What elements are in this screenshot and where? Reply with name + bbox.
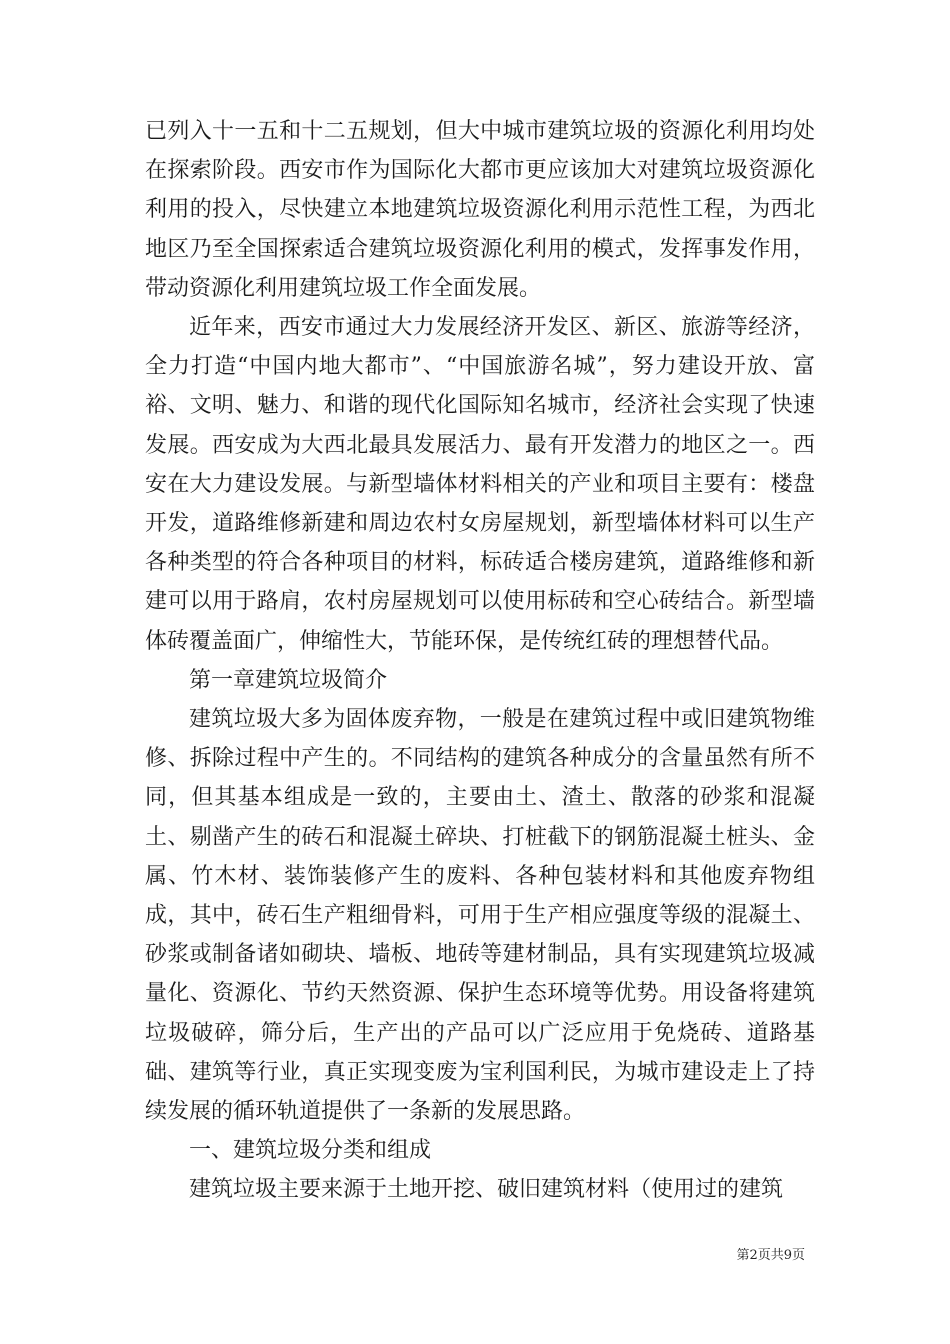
paragraph-2: 近年来，西安市通过大力发展经济开发区、新区、旅游等经济，全力打造“中国内地大都市”、“中国旅游名城”，努力建设开放、富裕、文明、魅力、和谐的现代化国际知名城市，经济社会实现了快速发展。西安成为大西北最具发展活力、最有开发潜力的地区之一。西安在大力建设发展。与新型墙体材料相关的产业和项目主要有：楼盘开发，道路维修新建和周边农村女房屋规划，新型墙体材料可以生产各种类型的符合各种项目的材料，标砖适合楼房建筑，道路维修和新建可以用于路肩，农村房屋规划可以使用标砖和空心砖结合。新型墙体砖覆盖面广，伸缩性大，节能环保，是传统红砖的理想替代品。 [145,315,815,654]
section-heading: 一、建筑垃圾分类和组成 [189,1138,432,1164]
paragraph-3: 建筑垃圾大多为固体废弃物，一般是在建筑过程中或旧建筑物维修、拆除过程中产生的。不同结构的建筑各种成分的含量虽然有所不同，但其基本组成是一致的，主要由土、渣土、散落的砂浆和混凝土、剔凿产生的砖石和混凝土碎块、打桩截下的钢筋混凝土桩头、金属、竹木材、装饰装修产生的废料、各种包装材料和其他废弃物组成，其中，砖石生产粗细骨料，可用于生产相应强度等级的混凝土、砂浆或制备诸如砌块、墙板、地砖等建材制品，具有实现建筑垃圾减量化、资源化、节约天然资源、保护生态环境等优势。用设备将建筑垃圾破碎，筛分后，生产出的产品可以广泛应用于免烧砖、道路基础、建筑等行业，真正实现变废为宝利国利民，为城市建设走上了持续发展的循环轨道提供了一条新的发展思路。 [145,707,815,1125]
document-body [145,112,815,1210]
chapter-heading: 第一章建筑垃圾简介 [189,667,388,693]
page-number-footer: 第2页共9页 [736,1248,805,1263]
paragraph-4: 建筑垃圾主要来源于土地开挖、破旧建筑材料（使用过的建筑 [189,1177,784,1203]
paragraph-1: 已列入十一五和十二五规划，但大中城市建筑垃圾的资源化利用均处在探索阶段。西安市作为国际化大都市更应该加大对建筑垃圾资源化利用的投入，尽快建立本地建筑垃圾资源化利用示范性工程，为西北地区乃至全国探索适合建筑垃圾资源化利用的模式，发挥事发作用，带动资源化利用建筑垃圾工作全面发展。 [145,119,815,301]
